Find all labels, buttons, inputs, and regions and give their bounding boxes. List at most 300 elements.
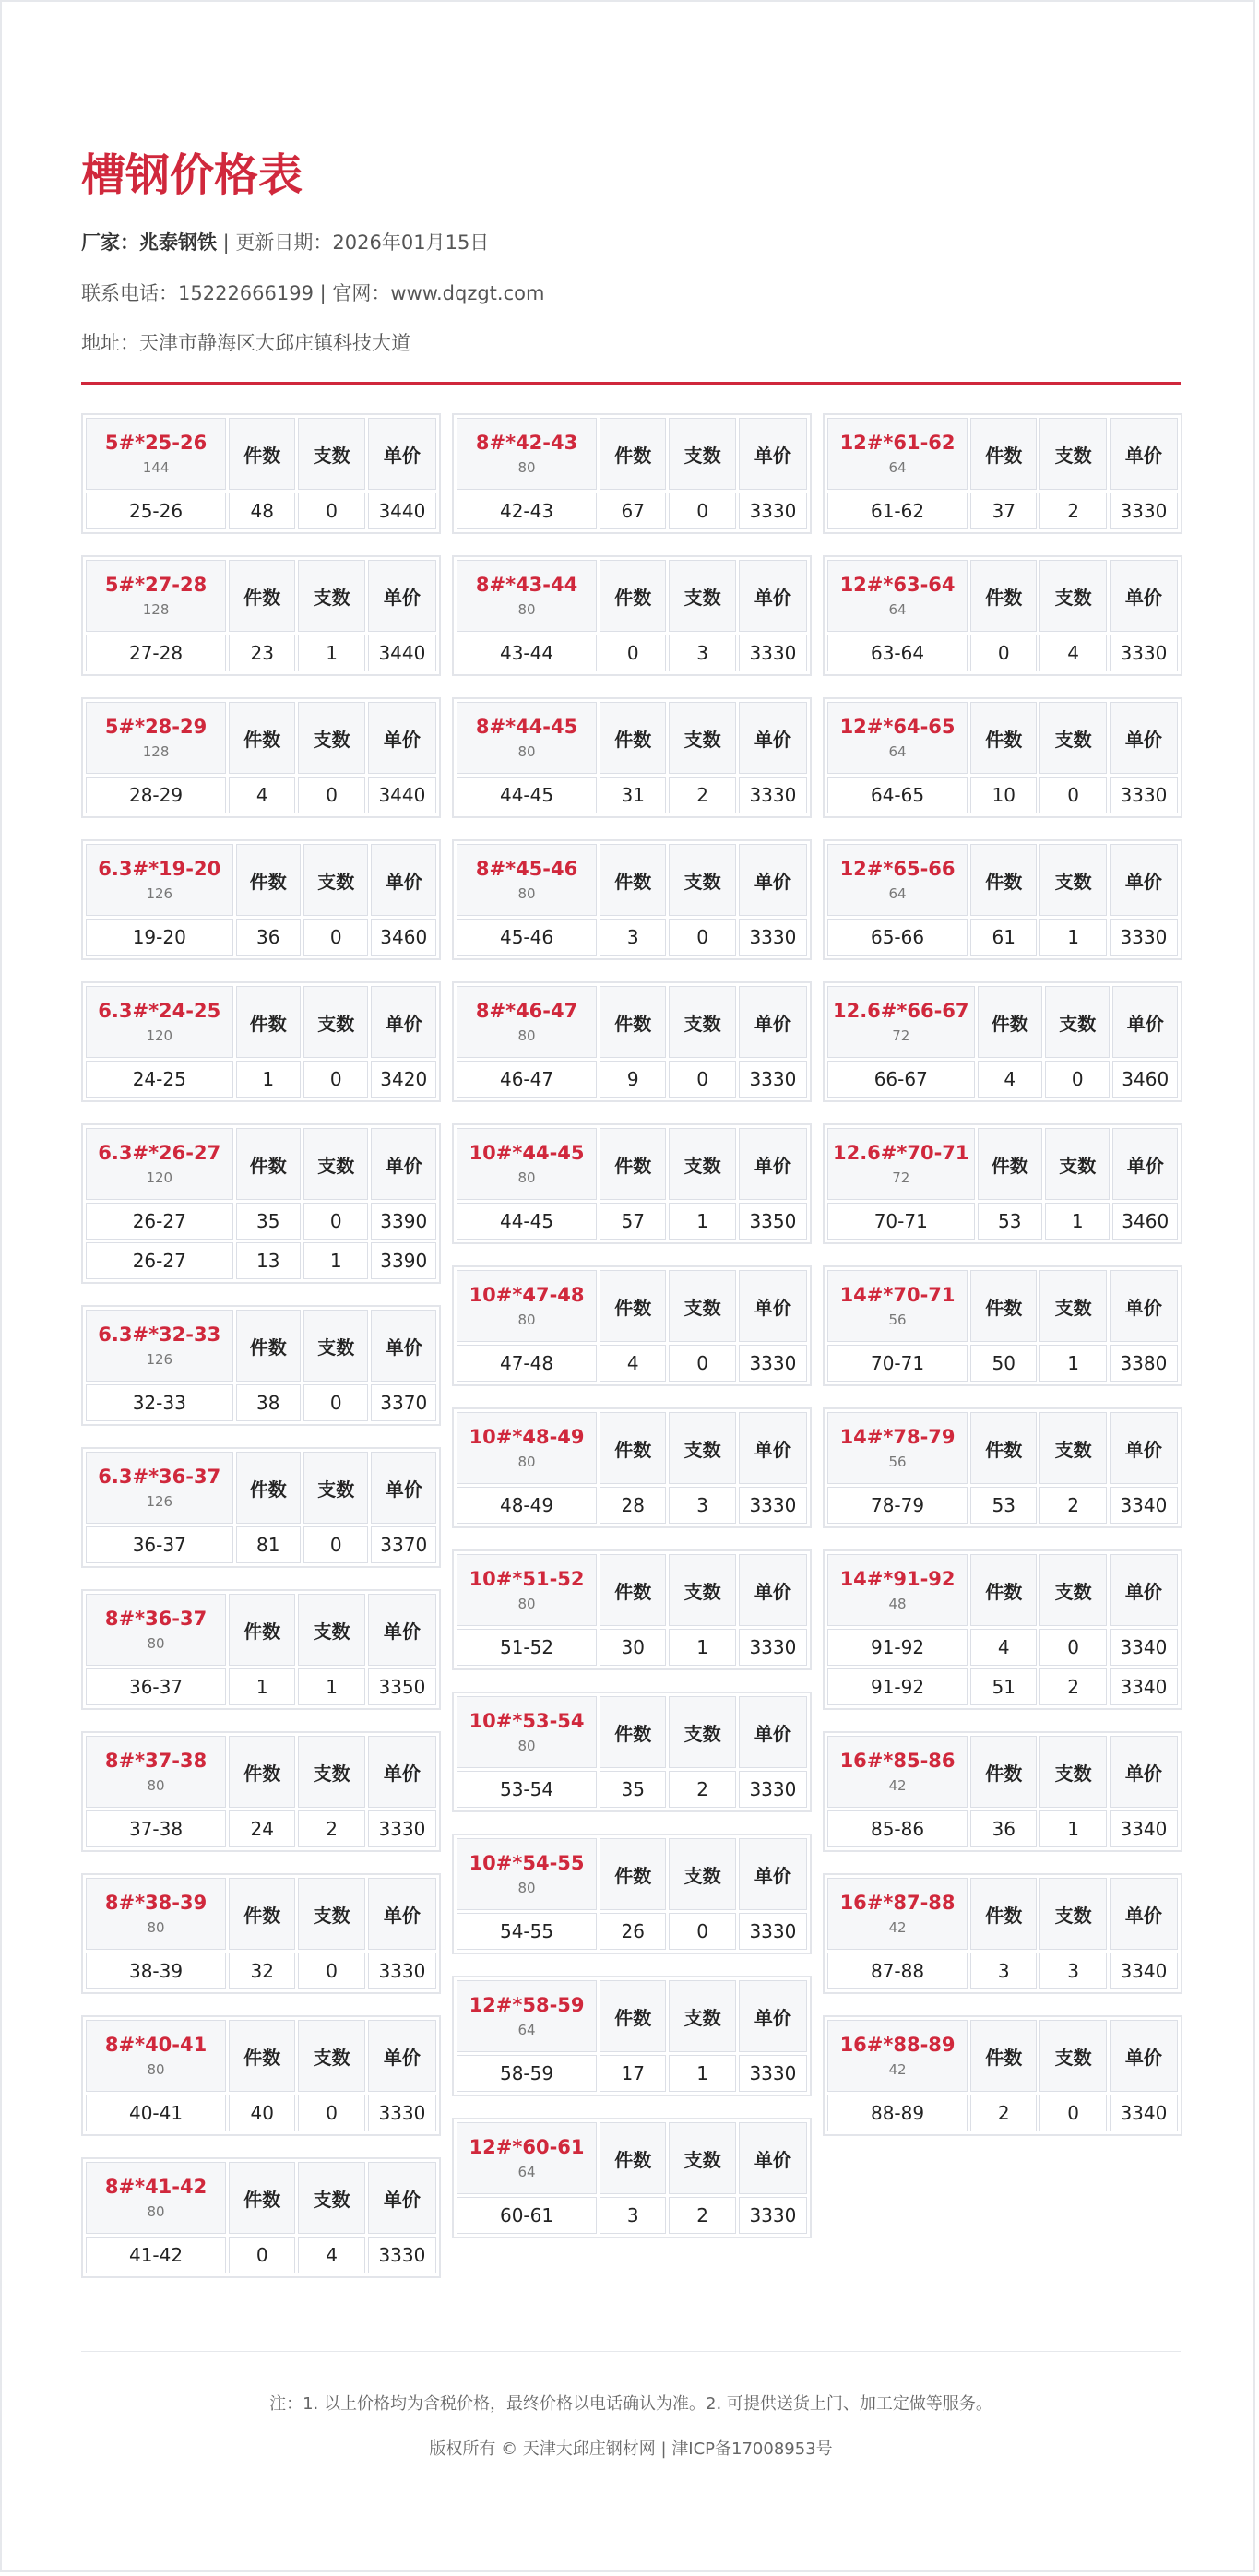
price-header: 单价 bbox=[368, 560, 436, 632]
pieces-header: 支数 bbox=[1039, 1736, 1106, 1808]
spec-label: 6.3#*19-20 bbox=[98, 858, 221, 880]
pieces-header: 支数 bbox=[669, 1696, 735, 1768]
price-table bbox=[454, 415, 810, 532]
price-card bbox=[81, 1873, 441, 1994]
price-header: 单价 bbox=[368, 1878, 436, 1950]
price-table bbox=[83, 2159, 439, 2276]
price-header: 单价 bbox=[368, 1594, 436, 1666]
count-cell: 10 bbox=[970, 777, 1037, 813]
bundle-weight: 80 bbox=[517, 1596, 536, 1612]
count-header: 件数 bbox=[229, 418, 295, 490]
count-header: 件数 bbox=[970, 702, 1037, 774]
table-header-row bbox=[457, 1696, 807, 1768]
price-cell: 3330 bbox=[739, 777, 807, 813]
price-table bbox=[454, 1693, 810, 1810]
table-row bbox=[86, 2095, 436, 2131]
price-card bbox=[823, 555, 1182, 676]
spec-label: 5#*25-26 bbox=[104, 432, 208, 454]
length-cell: 43-44 bbox=[457, 635, 597, 671]
price-table bbox=[83, 1307, 439, 1424]
price-card bbox=[452, 1976, 812, 2096]
pieces-cell: 0 bbox=[669, 493, 735, 529]
length-cell: 26-27 bbox=[86, 1203, 233, 1240]
count-cell: 50 bbox=[970, 1345, 1037, 1382]
spec-label: 8#*36-37 bbox=[104, 1608, 208, 1630]
table-header-row bbox=[86, 702, 436, 774]
price-card bbox=[81, 1305, 441, 1426]
pieces-cell: 1 bbox=[1039, 1810, 1106, 1847]
length-cell: 54-55 bbox=[457, 1913, 597, 1950]
price-table bbox=[83, 415, 439, 532]
contact-line: 联系电话：15222666199 | 官网：www.dqzgt.com bbox=[81, 282, 545, 304]
price-header: 单价 bbox=[739, 702, 807, 774]
table-row bbox=[457, 1629, 807, 1666]
price-card bbox=[823, 1265, 1182, 1386]
pieces-header: 支数 bbox=[1039, 702, 1106, 774]
price-table bbox=[454, 841, 810, 958]
count-header: 件数 bbox=[600, 1412, 666, 1484]
bundle-weight: 42 bbox=[888, 1777, 907, 1794]
bundle-weight: 42 bbox=[888, 1919, 907, 1936]
spec-cell bbox=[86, 1128, 233, 1200]
count-header: 件数 bbox=[236, 844, 301, 916]
length-cell: 44-45 bbox=[457, 777, 597, 813]
pieces-header: 支数 bbox=[669, 844, 735, 916]
count-cell: 51 bbox=[970, 1668, 1037, 1705]
bundle-weight: 128 bbox=[142, 743, 170, 760]
spec-label: 10#*54-55 bbox=[469, 1852, 585, 1874]
price-table bbox=[454, 2119, 810, 2237]
pieces-cell: 1 bbox=[669, 1629, 735, 1666]
pieces-header: 支数 bbox=[298, 2020, 364, 2092]
price-card bbox=[823, 697, 1182, 818]
pieces-header: 支数 bbox=[303, 1452, 368, 1524]
pieces-cell: 0 bbox=[669, 1913, 735, 1950]
table-header-row bbox=[457, 1980, 807, 2052]
length-cell: 70-71 bbox=[827, 1203, 975, 1240]
price-card bbox=[81, 1447, 441, 1568]
table-row bbox=[457, 1913, 807, 1950]
pieces-cell: 0 bbox=[669, 919, 735, 956]
price-cell: 3440 bbox=[368, 777, 436, 813]
pieces-header: 支数 bbox=[1039, 844, 1106, 916]
table-header-row bbox=[827, 844, 1178, 916]
update-date: | 更新日期：2026年01月15日 bbox=[217, 231, 490, 254]
table-header-row bbox=[827, 1878, 1178, 1950]
pieces-cell: 1 bbox=[298, 1668, 364, 1705]
price-cell: 3330 bbox=[739, 1061, 807, 1098]
table-header-row bbox=[86, 1736, 436, 1808]
price-column-3 bbox=[823, 413, 1182, 2157]
length-cell: 91-92 bbox=[827, 1629, 968, 1666]
price-card bbox=[81, 697, 441, 818]
spec-cell bbox=[457, 844, 597, 916]
pieces-cell: 2 bbox=[669, 777, 735, 813]
count-header: 件数 bbox=[229, 1878, 295, 1950]
price-table bbox=[83, 2017, 439, 2134]
price-header: 单价 bbox=[1112, 986, 1178, 1058]
count-header: 件数 bbox=[970, 1878, 1037, 1950]
price-table bbox=[83, 983, 439, 1100]
length-cell: 27-28 bbox=[86, 635, 226, 671]
length-cell: 87-88 bbox=[827, 1953, 968, 1989]
pieces-cell: 0 bbox=[1039, 777, 1106, 813]
spec-label: 5#*28-29 bbox=[104, 716, 208, 738]
count-header: 件数 bbox=[229, 2162, 295, 2234]
price-table bbox=[83, 1875, 439, 1992]
bundle-weight: 48 bbox=[888, 1596, 907, 1612]
price-cell: 3340 bbox=[1110, 1810, 1178, 1847]
price-cell: 3330 bbox=[739, 635, 807, 671]
count-header: 件数 bbox=[229, 702, 295, 774]
pieces-header: 支数 bbox=[669, 2122, 735, 2194]
count-cell: 4 bbox=[978, 1061, 1042, 1098]
maker-label: 厂家： bbox=[81, 231, 139, 254]
bundle-weight: 64 bbox=[888, 743, 907, 760]
count-cell: 0 bbox=[229, 2237, 295, 2273]
spec-cell bbox=[86, 1594, 226, 1666]
page-header bbox=[81, 146, 1181, 354]
price-cell: 3420 bbox=[371, 1061, 436, 1098]
pieces-cell: 0 bbox=[1045, 1061, 1110, 1098]
pieces-header: 支数 bbox=[303, 986, 368, 1058]
bundle-weight: 120 bbox=[146, 1027, 173, 1044]
count-cell: 40 bbox=[229, 2095, 295, 2131]
length-cell: 32-33 bbox=[86, 1384, 233, 1421]
length-cell: 38-39 bbox=[86, 1953, 226, 1989]
spec-cell bbox=[457, 1554, 597, 1626]
price-card bbox=[452, 1123, 812, 1244]
length-cell: 28-29 bbox=[86, 777, 226, 813]
price-card bbox=[823, 981, 1182, 1102]
pieces-header: 支数 bbox=[1039, 418, 1106, 490]
table-header-row bbox=[827, 1270, 1178, 1342]
spec-cell bbox=[86, 844, 233, 916]
bundle-weight: 72 bbox=[892, 1027, 910, 1044]
price-table bbox=[454, 1267, 810, 1384]
price-table bbox=[825, 557, 1181, 674]
price-header: 单价 bbox=[739, 1412, 807, 1484]
pieces-header: 支数 bbox=[1039, 560, 1106, 632]
table-row bbox=[457, 2055, 807, 2092]
price-cell: 3330 bbox=[739, 2197, 807, 2234]
spec-cell bbox=[86, 702, 226, 774]
price-table bbox=[825, 1409, 1181, 1526]
count-cell: 0 bbox=[600, 635, 666, 671]
pieces-cell: 3 bbox=[669, 635, 735, 671]
pieces-cell: 0 bbox=[303, 919, 368, 956]
pieces-cell: 1 bbox=[303, 1242, 368, 1279]
price-card bbox=[823, 1123, 1182, 1244]
price-header: 单价 bbox=[739, 1696, 807, 1768]
pieces-header: 支数 bbox=[1045, 986, 1110, 1058]
table-row bbox=[827, 1061, 1178, 1098]
spec-label: 6.3#*36-37 bbox=[98, 1466, 221, 1488]
price-table bbox=[454, 1551, 810, 1668]
table-header-row bbox=[86, 1594, 436, 1666]
length-cell: 24-25 bbox=[86, 1061, 233, 1098]
spec-cell bbox=[457, 1270, 597, 1342]
count-cell: 28 bbox=[600, 1487, 666, 1524]
price-header: 单价 bbox=[368, 2162, 436, 2234]
pieces-header: 支数 bbox=[1039, 1878, 1106, 1950]
table-header-row bbox=[86, 1878, 436, 1950]
price-cell: 3330 bbox=[739, 1771, 807, 1808]
spec-label: 10#*48-49 bbox=[469, 1426, 585, 1448]
price-table bbox=[454, 557, 810, 674]
price-header: 单价 bbox=[1110, 1878, 1178, 1950]
pieces-header: 支数 bbox=[669, 1554, 735, 1626]
pieces-header: 支数 bbox=[1045, 1128, 1110, 1200]
count-header: 件数 bbox=[970, 1554, 1037, 1626]
bundle-weight: 80 bbox=[517, 1312, 536, 1328]
bundle-weight: 80 bbox=[517, 1880, 536, 1896]
table-row bbox=[86, 493, 436, 529]
spec-cell bbox=[827, 1878, 968, 1950]
count-cell: 38 bbox=[236, 1384, 301, 1421]
spec-cell bbox=[86, 1452, 233, 1524]
table-row bbox=[457, 1345, 807, 1382]
count-cell: 35 bbox=[236, 1203, 301, 1240]
pieces-header: 支数 bbox=[669, 560, 735, 632]
count-header: 件数 bbox=[229, 1736, 295, 1808]
table-row bbox=[86, 635, 436, 671]
spec-label: 16#*85-86 bbox=[839, 1750, 956, 1772]
price-table bbox=[454, 1835, 810, 1953]
price-header: 单价 bbox=[739, 560, 807, 632]
pieces-cell: 1 bbox=[669, 1203, 735, 1240]
pieces-header: 支数 bbox=[1039, 1412, 1106, 1484]
price-header: 单价 bbox=[739, 1980, 807, 2052]
spec-cell bbox=[457, 702, 597, 774]
price-table bbox=[825, 1733, 1181, 1850]
price-cell: 3330 bbox=[1110, 777, 1178, 813]
price-header: 单价 bbox=[739, 1128, 807, 1200]
price-card bbox=[823, 1873, 1182, 1994]
price-table bbox=[83, 1449, 439, 1566]
count-header: 件数 bbox=[236, 1452, 301, 1524]
count-header: 件数 bbox=[970, 1736, 1037, 1808]
bundle-weight: 120 bbox=[146, 1169, 173, 1186]
spec-label: 8#*37-38 bbox=[104, 1750, 208, 1772]
price-header: 单价 bbox=[1110, 1554, 1178, 1626]
pieces-header: 支数 bbox=[303, 1128, 368, 1200]
pieces-header: 支数 bbox=[298, 1594, 364, 1666]
spec-cell bbox=[827, 418, 968, 490]
price-card bbox=[452, 1834, 812, 1954]
pieces-header: 支数 bbox=[1039, 2020, 1106, 2092]
spec-label: 16#*87-88 bbox=[839, 1892, 956, 1914]
pieces-header: 支数 bbox=[669, 986, 735, 1058]
count-header: 件数 bbox=[600, 1128, 666, 1200]
spec-cell bbox=[827, 1736, 968, 1808]
spec-cell bbox=[86, 986, 233, 1058]
price-table bbox=[825, 1267, 1181, 1384]
count-header: 件数 bbox=[236, 1310, 301, 1382]
pieces-header: 支数 bbox=[669, 1980, 735, 2052]
count-cell: 9 bbox=[600, 1061, 666, 1098]
bundle-weight: 72 bbox=[892, 1169, 910, 1186]
table-row bbox=[827, 1810, 1178, 1847]
count-header: 件数 bbox=[978, 1128, 1042, 1200]
pieces-header: 支数 bbox=[669, 1412, 735, 1484]
count-header: 件数 bbox=[600, 418, 666, 490]
price-table bbox=[825, 983, 1181, 1100]
price-cell: 3340 bbox=[1110, 1487, 1178, 1524]
bundle-weight: 56 bbox=[888, 1312, 907, 1328]
bundle-weight: 64 bbox=[888, 459, 907, 476]
price-cell: 3330 bbox=[1110, 493, 1178, 529]
length-cell: 53-54 bbox=[457, 1771, 597, 1808]
bundle-weight: 80 bbox=[147, 2061, 165, 2078]
price-cell: 3440 bbox=[368, 635, 436, 671]
pieces-header: 支数 bbox=[298, 1736, 364, 1808]
price-table bbox=[825, 2017, 1181, 2134]
length-cell: 19-20 bbox=[86, 919, 233, 956]
spec-cell bbox=[827, 702, 968, 774]
length-cell: 36-37 bbox=[86, 1668, 226, 1705]
spec-label: 8#*45-46 bbox=[475, 858, 578, 880]
spec-cell bbox=[86, 2162, 226, 2234]
pieces-cell: 2 bbox=[298, 1810, 364, 1847]
price-table bbox=[83, 1125, 439, 1282]
table-header-row bbox=[827, 560, 1178, 632]
table-row bbox=[827, 2095, 1178, 2131]
price-header: 单价 bbox=[1112, 1128, 1178, 1200]
pieces-cell: 4 bbox=[298, 2237, 364, 2273]
table-header-row bbox=[827, 1554, 1178, 1626]
table-row bbox=[86, 1668, 436, 1705]
count-cell: 0 bbox=[970, 635, 1037, 671]
price-table bbox=[825, 1875, 1181, 1992]
table-row bbox=[827, 1953, 1178, 1989]
count-cell: 3 bbox=[600, 2197, 666, 2234]
price-header: 单价 bbox=[1110, 1736, 1178, 1808]
length-cell: 47-48 bbox=[457, 1345, 597, 1382]
maker-name: 兆泰钢铁 bbox=[139, 231, 217, 254]
spec-cell bbox=[457, 560, 597, 632]
spec-cell bbox=[457, 1696, 597, 1768]
count-header: 件数 bbox=[236, 1128, 301, 1200]
bundle-weight: 80 bbox=[517, 1027, 536, 1044]
count-cell: 3 bbox=[970, 1953, 1037, 1989]
price-header: 单价 bbox=[739, 1838, 807, 1910]
spec-label: 12#*65-66 bbox=[839, 858, 956, 880]
spec-label: 10#*51-52 bbox=[469, 1568, 585, 1590]
price-table bbox=[83, 557, 439, 674]
count-cell: 31 bbox=[600, 777, 666, 813]
bundle-weight: 64 bbox=[517, 2022, 536, 2038]
pieces-header: 支数 bbox=[669, 1270, 735, 1342]
bundle-weight: 80 bbox=[147, 1635, 165, 1652]
pieces-cell: 0 bbox=[298, 2095, 364, 2131]
bundle-weight: 126 bbox=[146, 885, 173, 902]
spec-cell bbox=[827, 986, 975, 1058]
count-cell: 4 bbox=[229, 777, 295, 813]
price-card bbox=[823, 839, 1182, 960]
spec-cell bbox=[86, 1310, 233, 1382]
spec-label: 6.3#*26-27 bbox=[98, 1142, 221, 1164]
price-header: 单价 bbox=[739, 844, 807, 916]
pieces-header: 支数 bbox=[669, 418, 735, 490]
table-row bbox=[827, 1668, 1178, 1705]
count-cell: 2 bbox=[970, 2095, 1037, 2131]
bundle-weight: 64 bbox=[517, 2164, 536, 2180]
spec-cell bbox=[457, 2122, 597, 2194]
pieces-cell: 4 bbox=[1039, 635, 1106, 671]
length-cell: 37-38 bbox=[86, 1810, 226, 1847]
table-row bbox=[827, 1629, 1178, 1666]
spec-label: 6.3#*32-33 bbox=[98, 1324, 221, 1346]
spec-label: 12#*63-64 bbox=[839, 574, 956, 596]
count-cell: 1 bbox=[236, 1061, 301, 1098]
table-row bbox=[86, 1526, 436, 1563]
pieces-cell: 1 bbox=[298, 635, 364, 671]
pieces-header: 支数 bbox=[298, 418, 364, 490]
pieces-cell: 0 bbox=[298, 1953, 364, 1989]
count-cell: 35 bbox=[600, 1771, 666, 1808]
bundle-weight: 80 bbox=[517, 1738, 536, 1754]
table-row bbox=[827, 635, 1178, 671]
spec-label: 12#*60-61 bbox=[469, 2136, 585, 2158]
price-cell: 3330 bbox=[1110, 635, 1178, 671]
table-row bbox=[86, 919, 436, 956]
pieces-cell: 2 bbox=[669, 2197, 735, 2234]
bundle-weight: 80 bbox=[517, 1169, 536, 1186]
length-cell: 70-71 bbox=[827, 1345, 968, 1382]
table-row bbox=[86, 1384, 436, 1421]
pieces-cell: 0 bbox=[669, 1345, 735, 1382]
bundle-weight: 126 bbox=[146, 1351, 173, 1368]
bundle-weight: 128 bbox=[142, 601, 170, 618]
table-header-row bbox=[457, 702, 807, 774]
bundle-weight: 56 bbox=[888, 1454, 907, 1470]
price-header: 单价 bbox=[1110, 418, 1178, 490]
price-table bbox=[83, 1591, 439, 1708]
table-row bbox=[457, 1487, 807, 1524]
count-cell: 37 bbox=[970, 493, 1037, 529]
spec-label: 8#*44-45 bbox=[475, 716, 578, 738]
length-cell: 45-46 bbox=[457, 919, 597, 956]
pieces-cell: 2 bbox=[1039, 1668, 1106, 1705]
price-table bbox=[825, 1125, 1181, 1242]
length-cell: 42-43 bbox=[457, 493, 597, 529]
count-header: 件数 bbox=[229, 1594, 295, 1666]
pieces-header: 支数 bbox=[298, 2162, 364, 2234]
bundle-weight: 64 bbox=[888, 601, 907, 618]
length-cell: 63-64 bbox=[827, 635, 968, 671]
price-card bbox=[81, 1589, 441, 1710]
price-card bbox=[823, 413, 1182, 534]
count-header: 件数 bbox=[600, 844, 666, 916]
pieces-cell: 0 bbox=[303, 1061, 368, 1098]
spec-label: 14#*78-79 bbox=[839, 1426, 956, 1448]
price-card bbox=[452, 555, 812, 676]
spec-cell bbox=[86, 560, 226, 632]
count-header: 件数 bbox=[970, 844, 1037, 916]
table-header-row bbox=[457, 560, 807, 632]
price-header: 单价 bbox=[1110, 1270, 1178, 1342]
price-table bbox=[83, 841, 439, 958]
price-card bbox=[452, 1407, 812, 1528]
count-cell: 13 bbox=[236, 1242, 301, 1279]
spec-label: 10#*44-45 bbox=[469, 1142, 585, 1164]
table-header-row bbox=[86, 1128, 436, 1200]
price-card bbox=[81, 555, 441, 676]
price-header: 单价 bbox=[371, 1452, 436, 1524]
table-header-row bbox=[827, 986, 1178, 1058]
price-header: 单价 bbox=[1110, 560, 1178, 632]
